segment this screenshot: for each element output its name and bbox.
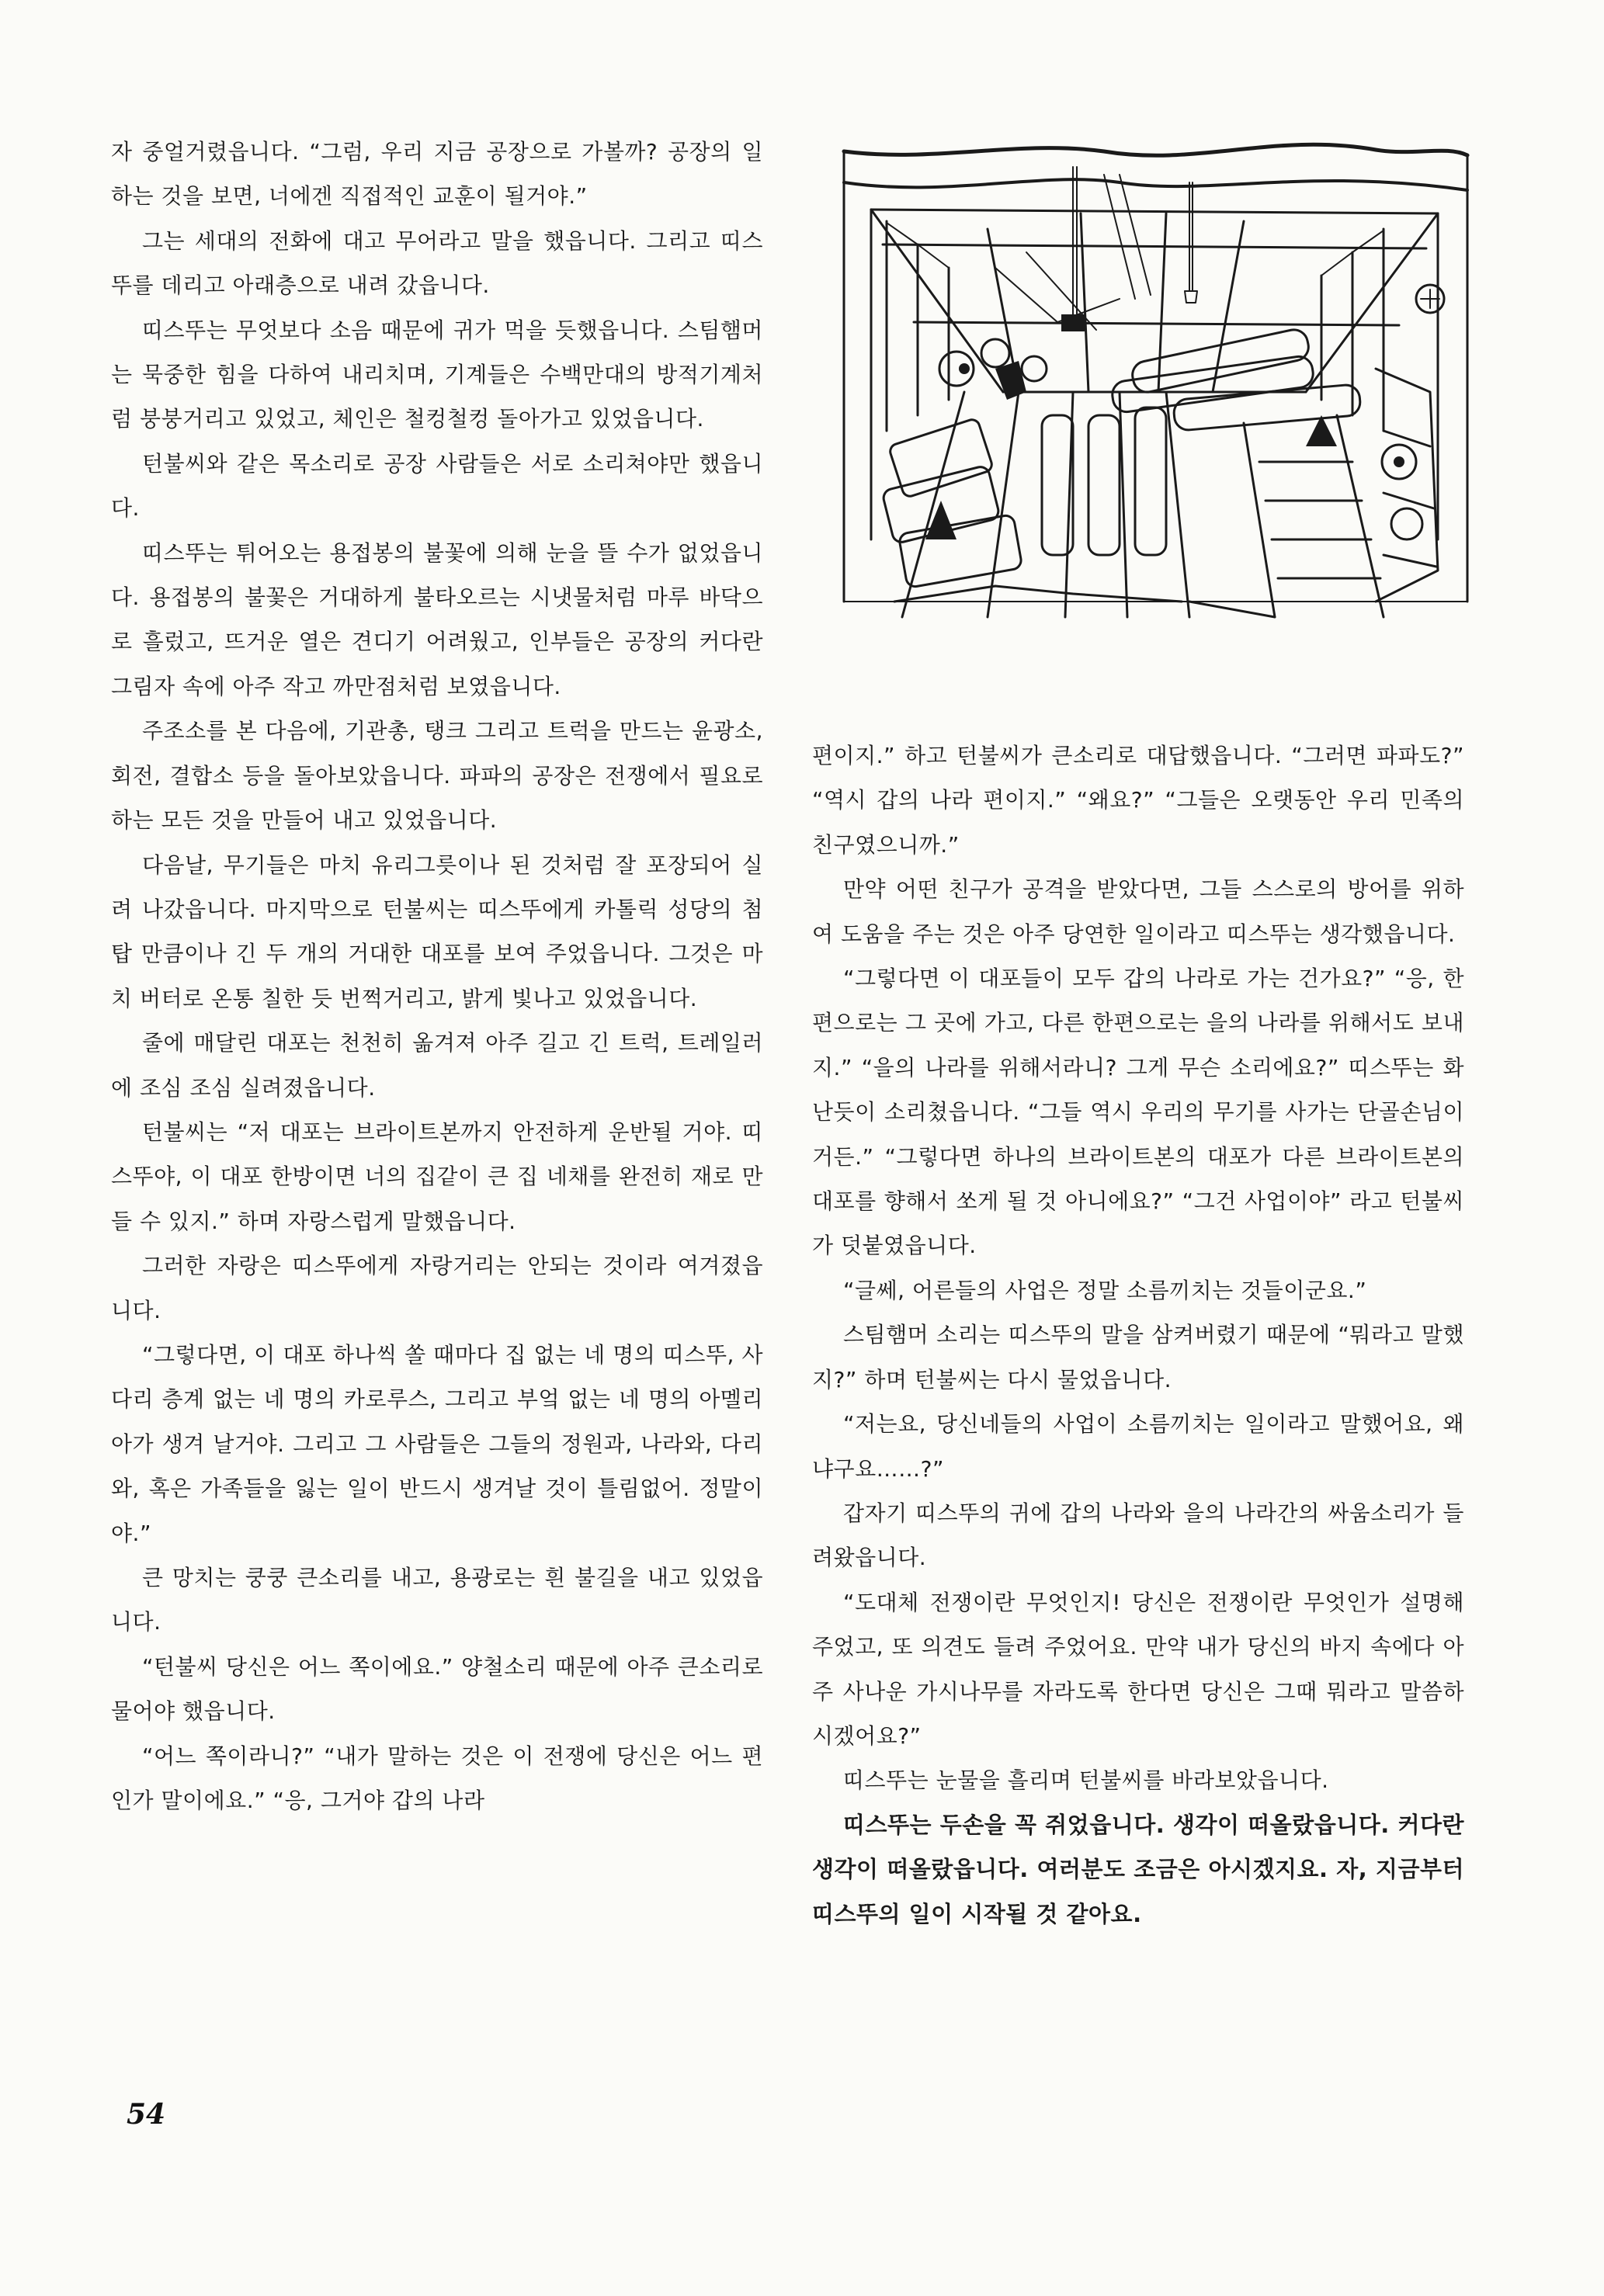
paragraph: 그는 세대의 전화에 대고 무어라고 말을 했읍니다. 그리고 띠스뚜를 데리고 아래층으로 내려 갔읍니다. (111, 227, 763, 299)
left-text-column (111, 130, 763, 1823)
paragraph: 만약 어떤 친구가 공격을 받았다면, 그들 스스로의 방어를 위하여 도움을 주는 것은 아주 당연한 일이라고 띠스뚜는 생각했읍니다. (812, 876, 1464, 947)
paragraph: “저는요, 당신네들의 사업이 소름끼치는 일이라고 말했어요, 왜냐구요……?” (812, 1411, 1464, 1482)
paragraph: “그렇다면 이 대포들이 모두 갑의 나라로 가는 건가요?” “응, 한편으로는 그 곳에 가고, 다른 한편으로는 을의 나라를 위해서도 보내지.” “을의 나라를 위해서라니? 그게 무슨 소리에요?” 띠스뚜는 화난듯이 소리쳤읍니다. “그들 역시 우리의 무기를 사가는 단골손님이거든.” “그렇다면 하나의 브라이트본의 대포가 다른 브라이트본의 대포를 향해서 쏘게 될 것 아니에요?” “그건 사업이야” 라고 턴불씨가 덧붙였읍니다. (812, 966, 1464, 1259)
paragraph: 큰 망치는 쿵쿵 큰소리를 내고, 용광로는 흰 불길을 내고 있었읍니다. (111, 1565, 763, 1635)
paragraph: 띠스뚜는 무엇보다 소음 때문에 귀가 먹을 듯했읍니다. 스팀햄머는 묵중한 힘을 다하여 내리치며, 기계들은 수백만대의 방적기계처럼 붕붕거리고 있었고, 체인은 철컹철컹 돌아가고 있었읍니다. (111, 317, 763, 432)
paragraph: 띠스뚜는 튀어오는 용접봉의 불꽃에 의해 눈을 뜰 수가 없었읍니다. 용접봉의 불꽃은 거대하게 불타오르는 시냇물처럼 마루 바닥으로 흘렀고, 뜨거운 열은 견디기 어려웠고, 인부들은 공장의 커다란 그림자 속에 아주 작고 까만점처럼 보였읍니다. (111, 539, 763, 699)
paragraph: 자 중얼거렸읍니다. “그럼, 우리 지금 공장으로 가볼까? 공장의 일하는 것을 보면, 너에겐 직접적인 교훈이 될거야.” (111, 139, 763, 210)
paragraph: 주조소를 본 다음에, 기관총, 탱크 그리고 트럭을 만드는 윤광소, 회전, 결합소 등을 돌아보았읍니다. 파파의 공장은 전쟁에서 필요로 하는 모든 것을 만들어 내고 있었읍니다. (111, 718, 763, 834)
paragraph: 다음날, 무기들은 마치 유리그릇이나 된 것처럼 잘 포장되어 실려 나갔읍니다. 마지막으로 턴불씨는 띠스뚜에게 카톨릭 성당의 첨탑 만큼이나 긴 두 개의 거대한 대포를 보여 주었읍니다. 그것은 마치 버터로 온통 칠한 듯 번쩍거리고, 밝게 빛나고 있었읍니다. (111, 851, 763, 1011)
paragraph: 스팀햄머 소리는 띠스뚜의 말을 삼켜버렸기 때문에 “뭐라고 말했지?” 하며 턴불씨는 다시 물었읍니다. (812, 1322, 1464, 1393)
factory-cannon-illustration (840, 136, 1471, 625)
paragraph: “도대체 전쟁이란 무엇인지! 당신은 전쟁이란 무엇인가 설명해 주었고, 또 의견도 들려 주었어요. 만약 내가 당신의 바지 속에다 아주 사나운 가시나무를 자라도록 한다면 당신은 그때 뭐라고 말씀하시겠어요?” (812, 1589, 1464, 1749)
paragraph: 띠스뚜는 두손을 꼭 쥐었읍니다. 생각이 떠올랐읍니다. 커다란 생각이 떠올랐읍니다. 여러분도 조금은 아시겠지요. 자, 지금부터 띠스뚜의 일이 시작될 것 같아요. (812, 1811, 1464, 1927)
paragraph: 그러한 자랑은 띠스뚜에게 자랑거리는 안되는 것이라 여겨졌읍니다. (111, 1253, 763, 1323)
paragraph: 턴불씨와 같은 목소리로 공장 사람들은 서로 소리쳐야만 했읍니다. (111, 450, 763, 522)
page-number: 54 (127, 2098, 166, 2131)
paragraph: 턴불씨는 “저 대포는 브라이트본까지 안전하게 운반될 거야. 띠스뚜야, 이 대포 한방이면 너의 집같이 큰 집 네채를 완전히 재로 만들 수 있지.” 하며 자랑스럽게 말했읍니다. (111, 1119, 763, 1234)
right-text-column (812, 734, 1464, 1937)
paragraph: 편이지.” 하고 턴불씨가 큰소리로 대답했읍니다. “그러면 파파도?” “역시 갑의 나라 편이지.” “왜요?” “그들은 오랫동안 우리 민족의 친구였으니까.” (812, 743, 1464, 858)
paragraph: 띠스뚜는 눈물을 흘리며 턴불씨를 바라보았읍니다. (843, 1767, 1329, 1794)
paragraph: “그렇다면, 이 대포 하나씩 쏠 때마다 집 없는 네 명의 띠스뚜, 사다리 층계 없는 네 명의 카로루스, 그리고 부엌 없는 네 명의 아멜리아가 생겨 날거야. 그리고 그 사람들은 그들의 정원과, 나라와, 다리와, 혹은 가족들을 잃는 일이 반드시 생겨날 것이 틀림없어. 정말이야.” (111, 1341, 763, 1546)
paragraph: 줄에 매달린 대포는 천천히 옮겨져 아주 길고 긴 트럭, 트레일러에 조심 조심 실려졌읍니다. (111, 1030, 763, 1101)
paragraph: 갑자기 띠스뚜의 귀에 갑의 나라와 을의 나라간의 싸움소리가 들려왔읍니다. (812, 1500, 1464, 1571)
paragraph: “글쎄, 어른들의 사업은 정말 소름끼치는 것들이군요.” (843, 1277, 1367, 1303)
paragraph: “어느 쪽이라니?” “내가 말하는 것은 이 전쟁에 당신은 어느 편인가 말이에요.” “응, 그거야 갑의 나라 (111, 1743, 763, 1814)
paragraph: “턴불씨 당신은 어느 쪽이에요.” 양철소리 때문에 아주 큰소리로 물어야 했읍니다. (111, 1653, 763, 1725)
